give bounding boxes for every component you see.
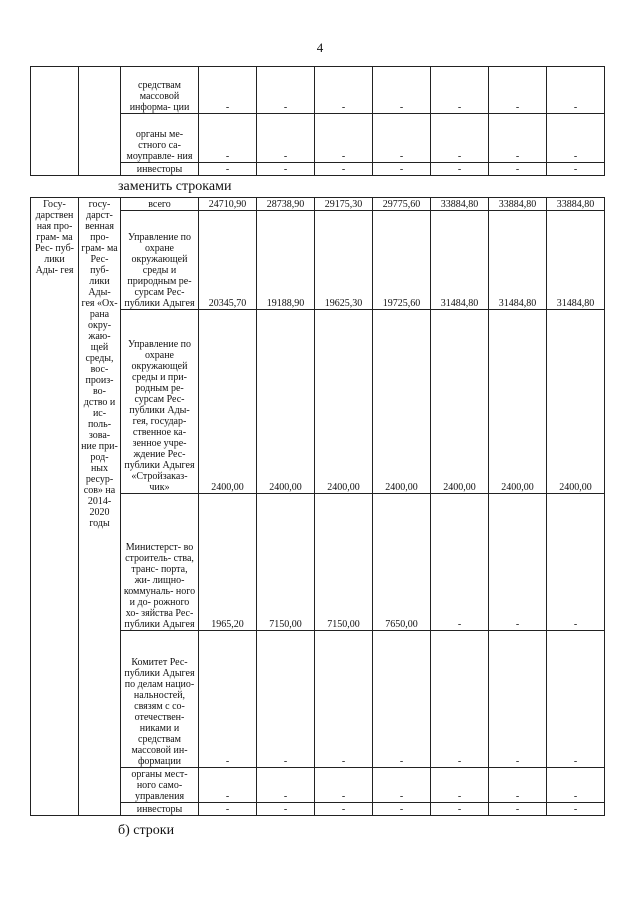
value-cell: - [373, 803, 431, 816]
row-label: органы ме- стного са- моуправле- ния [121, 114, 199, 163]
value-cell: 2400,00 [431, 310, 489, 494]
value-cell: 31484,80 [431, 211, 489, 310]
value-cell: - [373, 768, 431, 803]
value-cell: - [199, 114, 257, 163]
value-cell: - [315, 803, 373, 816]
caption-replace-with-rows: заменить строками [118, 179, 232, 194]
value-cell: - [489, 768, 547, 803]
value-cell: - [547, 803, 605, 816]
value-cell: - [315, 163, 373, 176]
value-cell: - [489, 803, 547, 816]
value-cell: - [315, 631, 373, 768]
value-cell: - [489, 163, 547, 176]
value-cell: - [489, 67, 547, 114]
value-cell: 33884,80 [431, 198, 489, 211]
caption-b-rows: б) строки [118, 823, 175, 838]
value-cell: - [431, 768, 489, 803]
program-name-cell: госу- дарст- венная про- грам- ма Рес- пуб- лики Ады- гея «Ох- рана окру- жаю- щей среды, вос- произ- во- дство и ис- поль- зова- ние при- род- ных ресур- сов» на 2014- 2020 годы [79, 198, 121, 816]
value-cell: 2400,00 [199, 310, 257, 494]
value-cell: - [315, 768, 373, 803]
value-cell: - [315, 114, 373, 163]
value-cell: 2400,00 [373, 310, 431, 494]
value-cell: 31484,80 [489, 211, 547, 310]
value-cell: - [431, 803, 489, 816]
program-status-cell: Госу- дарствен ная про- грам- ма Рес- пуб- лики Ады- гея [31, 198, 79, 816]
value-cell: - [489, 114, 547, 163]
value-cell: - [547, 67, 605, 114]
value-cell: - [257, 163, 315, 176]
value-cell: - [431, 631, 489, 768]
value-cell: - [431, 67, 489, 114]
value-cell: - [547, 768, 605, 803]
value-cell: - [199, 67, 257, 114]
value-cell: 2400,00 [489, 310, 547, 494]
row-label: инвесторы [121, 803, 199, 816]
main-table [30, 197, 605, 816]
value-cell: - [489, 494, 547, 631]
value-cell: - [199, 163, 257, 176]
value-cell: 7150,00 [315, 494, 373, 631]
table-row [31, 198, 605, 211]
value-cell: - [547, 494, 605, 631]
value-cell: 1965,20 [199, 494, 257, 631]
value-cell: - [373, 163, 431, 176]
page-number: 4 [316, 40, 324, 55]
value-cell: - [199, 768, 257, 803]
value-cell: - [431, 494, 489, 631]
row-label: инвесторы [121, 163, 199, 176]
row-label: органы мест- ного само- управления [121, 768, 199, 803]
value-cell: 19725,60 [373, 211, 431, 310]
value-cell: 19625,30 [315, 211, 373, 310]
value-cell: 31484,80 [547, 211, 605, 310]
value-cell: - [257, 631, 315, 768]
value-cell: - [257, 803, 315, 816]
value-cell: - [257, 114, 315, 163]
value-cell: 2400,00 [257, 310, 315, 494]
value-cell: 2400,00 [315, 310, 373, 494]
value-cell: - [257, 67, 315, 114]
value-cell: - [489, 631, 547, 768]
value-cell: - [547, 163, 605, 176]
value-cell: - [373, 67, 431, 114]
row-label: Управление по охране окружающей среды и при- родным ре- сурсам Рес- публики Ады- гея, государ- ственное ка- зенное учре- ждение Рес- публики Адыгея «Стройзаказ- чик» [121, 310, 199, 494]
top-table [30, 66, 605, 176]
row-label: Управление по охране окружающей среды и природным ре- сурсам Рес- публики Адыгея [121, 211, 199, 310]
value-cell: - [373, 114, 431, 163]
value-cell: 29775,60 [373, 198, 431, 211]
row-label: средствам массовой информа- ции [121, 67, 199, 114]
value-cell: - [315, 67, 373, 114]
empty-cell [31, 67, 79, 176]
value-cell: 7150,00 [257, 494, 315, 631]
row-label: Министерст- во строитель- ства, транс- порта, жи- лищно- коммуналь- ного и до- рожного хо- зяйства Рес- публики Адыгея [121, 494, 199, 631]
value-cell: - [431, 114, 489, 163]
value-cell: - [373, 631, 431, 768]
value-cell: 2400,00 [547, 310, 605, 494]
value-cell: 7650,00 [373, 494, 431, 631]
value-cell: - [547, 114, 605, 163]
row-label: всего [121, 198, 199, 211]
row-label: Комитет Рес- публики Адыгея по делам нацио- нальностей, связям с со- отечествен- никами и средствам массовой ин- формации [121, 631, 199, 768]
value-cell: 33884,80 [547, 198, 605, 211]
value-cell: 20345,70 [199, 211, 257, 310]
value-cell: 28738,90 [257, 198, 315, 211]
empty-cell [79, 67, 121, 176]
value-cell: 19188,90 [257, 211, 315, 310]
value-cell: - [199, 803, 257, 816]
value-cell: 29175,30 [315, 198, 373, 211]
table-row [31, 67, 605, 114]
value-cell: - [547, 631, 605, 768]
value-cell: 24710,90 [199, 198, 257, 211]
value-cell: 33884,80 [489, 198, 547, 211]
value-cell: - [431, 163, 489, 176]
value-cell: - [257, 768, 315, 803]
value-cell: - [199, 631, 257, 768]
